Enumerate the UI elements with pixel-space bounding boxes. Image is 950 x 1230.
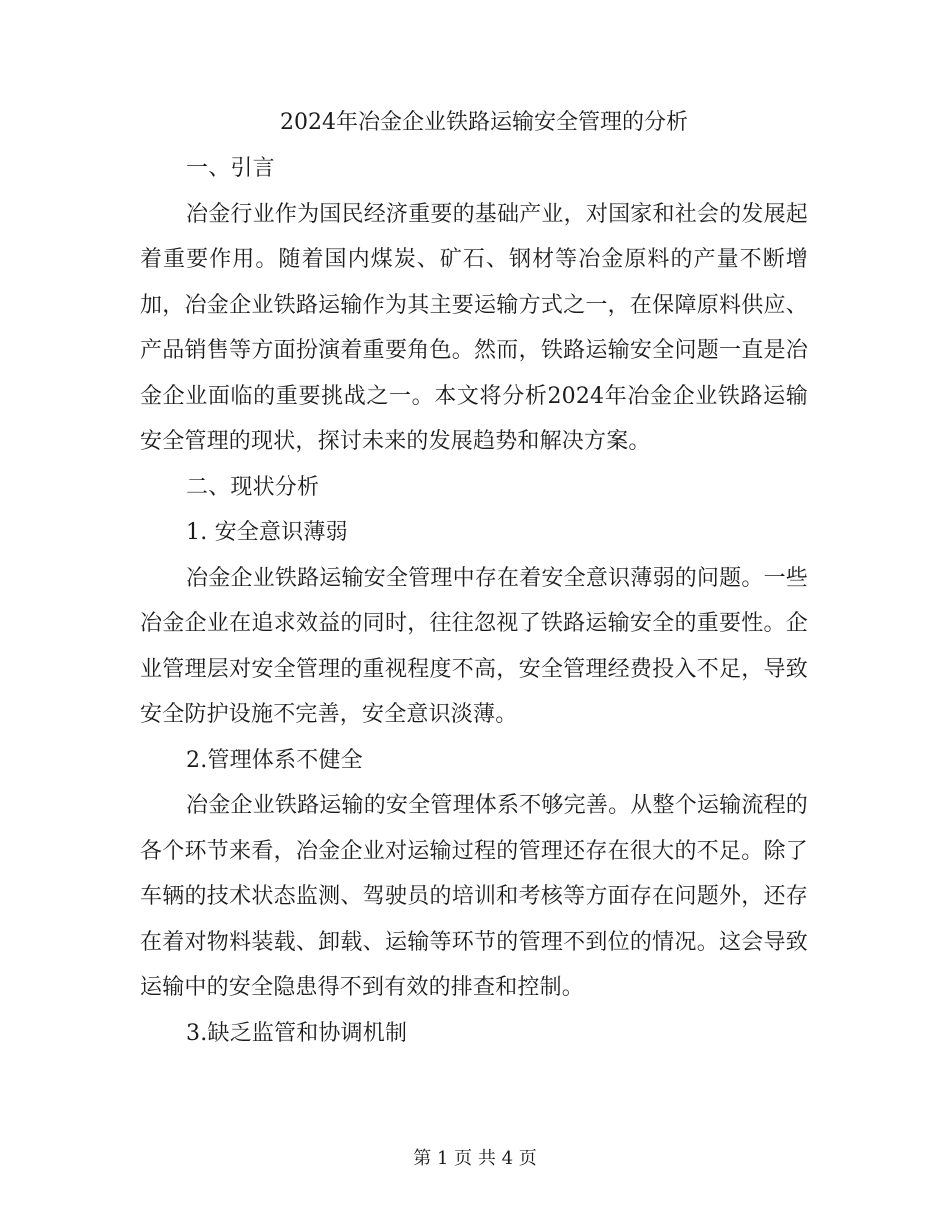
document-title: 2024年冶金企业铁路运输安全管理的分析 [280, 110, 688, 135]
page-footer: 第 1 页 共 4 页 [413, 1148, 537, 1169]
subsection-heading: 1. 安全意识薄弱 [186, 520, 348, 545]
subsection-heading: 3.缺乏监管和协调机制 [186, 1020, 408, 1046]
paragraph: 冶金企业铁路运输安全管理中存在着安全意识薄弱的问题。一些冶金企业在追求效益的同时，往往忽视了铁路运输安全的重要性。企业管理层对安全管理的重视程度不高，安全管理经费投入不足，导致安全防护设施不完善，安全意识淡薄。 [140, 565, 808, 727]
section-heading: 二、现状分析 [186, 474, 320, 500]
paragraph: 冶金行业作为国民经济重要的基础产业，对国家和社会的发展起着重要作用。随着国内煤炭、矿石、钢材等冶金原料的产量不断增加，冶金企业铁路运输作为其主要运输方式之一，在保障原料供应、产品销售等方面扮演着重要角色。然而，铁路运输安全问题一直是冶金企业面临的重要挑战之一。本文将分析2024年冶金企业铁路运输安全管理的现状，探讨未来的发展趋势和解决方案。 [140, 201, 808, 454]
document-body [140, 100, 808, 1056]
section-heading: 一、引言 [186, 156, 275, 181]
subsection-heading: 2.管理体系不健全 [186, 747, 363, 773]
paragraph: 冶金企业铁路运输的安全管理体系不够完善。从整个运输流程的各个环节来看，冶金企业对运输过程的管理还存在很大的不足。除了车辆的技术状态监测、驾驶员的培训和考核等方面存在问题外，还存在着对物料装载、卸载、运输等环节的管理不到位的情况。这会导致运输中的安全隐患得不到有效的排查和控制。 [140, 793, 808, 1000]
